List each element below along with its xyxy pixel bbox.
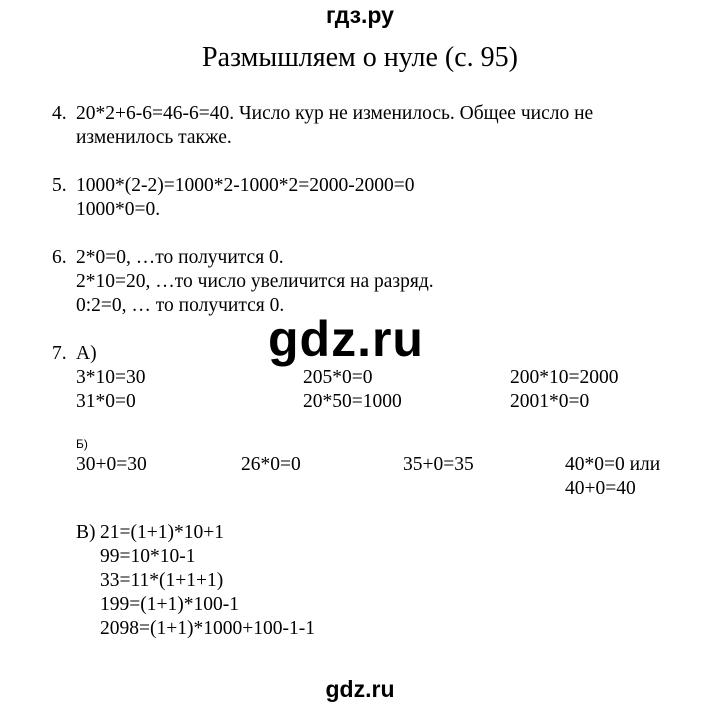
part-v-line: 2098=(1+1)*1000+100-1-1 bbox=[100, 618, 315, 639]
part-v-line: 99=10*10-1 bbox=[100, 546, 196, 567]
part-a-cell: 205*0=0 bbox=[303, 367, 373, 388]
part-v-line: 21=(1+1)*10+1 bbox=[100, 522, 224, 543]
item-7-number: 7. bbox=[52, 343, 67, 364]
item-5-line-2: 1000*0=0. bbox=[76, 199, 161, 220]
item-6-line-2: 2*10=20, …то число увеличится на разряд. bbox=[76, 271, 434, 292]
item-5-number: 5. bbox=[52, 175, 67, 196]
part-a-cell: 3*10=30 bbox=[76, 367, 146, 388]
part-v-line: 199=(1+1)*100-1 bbox=[100, 594, 239, 615]
watermark: gdz.ru bbox=[268, 311, 424, 367]
part-b-extra: 40+0=40 bbox=[565, 478, 636, 499]
part-v-label: В) bbox=[76, 522, 96, 543]
part-a-label: А) bbox=[76, 343, 97, 364]
part-b-cell: 40*0=0 или bbox=[565, 454, 661, 475]
part-a-cell: 200*10=2000 bbox=[510, 367, 619, 388]
item-6-line-3: 0:2=0, … то получится 0. bbox=[76, 295, 285, 316]
part-b-label: Б) bbox=[76, 437, 88, 451]
item-6-line-1: 2*0=0, …то получится 0. bbox=[76, 247, 284, 268]
footer-site-label: gdz.ru bbox=[325, 676, 395, 702]
part-b-cell: 30+0=30 bbox=[76, 454, 147, 475]
part-b-cell: 26*0=0 bbox=[241, 454, 301, 475]
header-site-label: гдз.ру bbox=[326, 2, 394, 28]
part-a-cell: 2001*0=0 bbox=[510, 391, 590, 412]
page-title: Размышляем о нуле (с. 95) bbox=[202, 42, 518, 73]
item-5-line-1: 1000*(2-2)=1000*2-1000*2=2000-2000=0 bbox=[76, 175, 415, 196]
part-a-cell: 31*0=0 bbox=[76, 391, 136, 412]
item-4-line-2: изменилось также. bbox=[76, 127, 232, 148]
part-b-cell: 35+0=35 bbox=[403, 454, 474, 475]
item-4-number: 4. bbox=[52, 103, 67, 124]
part-v-line: 33=11*(1+1+1) bbox=[100, 570, 224, 591]
item-4-line-1: 20*2+6-6=46-6=40. Число кур не изменилось. Общее число не bbox=[76, 103, 594, 124]
part-a-cell: 20*50=1000 bbox=[303, 391, 402, 412]
item-6-number: 6. bbox=[52, 247, 67, 268]
